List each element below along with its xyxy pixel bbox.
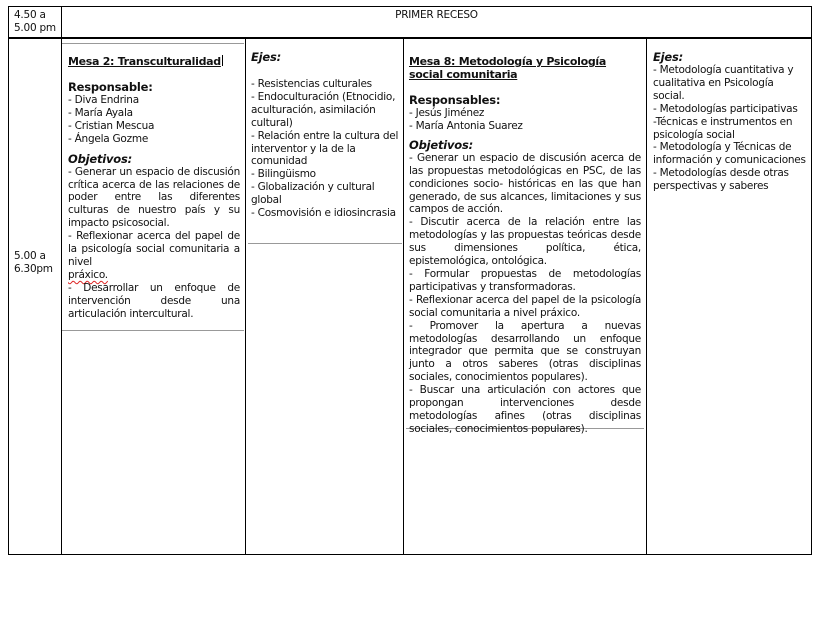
- list-item: - Endoculturación (Etnocidio, aculturación, asimilación cultural): [251, 90, 396, 129]
- list-item: - Resistencias culturales: [251, 78, 372, 90]
- mesa8-objetivos-label: Objetivos:: [409, 137, 474, 152]
- column-divider-1: [245, 38, 246, 555]
- ejes1-label: Ejes:: [251, 50, 282, 64]
- list-item: - Metodologías participativas: [653, 102, 798, 115]
- text-cursor: [222, 55, 223, 66]
- list-item: - Buscar una articulación con actores que propongan intervenciones desde metodologías afines (otras disciplinas sociales, conocimientos populares).: [409, 384, 641, 435]
- time-end: 5.00 pm: [14, 21, 56, 34]
- mesa8-responsables-list: [409, 107, 641, 133]
- time-cell-session: [14, 250, 60, 276]
- time-start: 4.50 a: [14, 9, 46, 21]
- list-item: - Reflexionar acerca del papel de la psicología social comunitaria a nivel práxico.: [409, 293, 641, 319]
- list-item: - Generar un espacio de discusión acerca de las propuestas metodológicas en PSC, de las condiciones socio- históricas en las que han generado, de sus alcances, limitaciones y sus campos de acción.: [409, 151, 641, 216]
- list-item: - Metodologías desde otras perspectivas y saberes: [653, 167, 789, 193]
- mesa2-responsable-label: Responsable:: [68, 80, 153, 94]
- table-border-bottom: [8, 554, 812, 555]
- inner-cell-border: [62, 43, 244, 44]
- table-border-right: [811, 6, 812, 555]
- mesa8-objetivos-list: [409, 152, 641, 436]
- mesa8-responsables-label: Responsables:: [409, 93, 501, 107]
- mesa2-cell: [68, 55, 240, 321]
- list-item: - Metodología cuantitativa y cualitativa en Psicología social.: [653, 64, 794, 102]
- mesa2-objetivos-label: Objetivos:: [68, 151, 133, 166]
- list-item: [68, 269, 240, 282]
- ejes2-label: Ejes:: [653, 50, 684, 64]
- list-item: - Generar un espacio de discusión crítica acerca de las relaciones de poder entre las diferentes culturas de nuestro país y su impacto psicosocial.: [68, 165, 240, 230]
- list-item: - Reflexionar acerca del papel de la psicología social comunitaria a nivel: [68, 230, 240, 268]
- time-column-divider: [61, 6, 62, 555]
- list-item: - Jesús Jiménez: [409, 107, 485, 119]
- list-item: - Discutir acerca de la relación entre las metodologías y las propuestas teóricas desde sus dimensiones política, ética, epistemológica, ontológica.: [409, 216, 641, 268]
- receso-title: PRIMER RECESO: [395, 9, 478, 21]
- list-item: - María Antonia Suarez: [409, 119, 523, 132]
- spellcheck-word: práxico.: [68, 268, 108, 281]
- list-item: - Formular propuestas de metodologías participativas y transformadoras.: [409, 267, 641, 293]
- list-item: - Ángela Gozme: [68, 132, 149, 145]
- row-divider: [8, 37, 812, 39]
- list-item: - Relación entre la cultura del interventor y la de la comunidad: [251, 129, 399, 168]
- time-cell-receso: [14, 9, 60, 35]
- ejes1-cell: [251, 51, 399, 220]
- column-divider-2: [403, 38, 404, 555]
- mesa2-responsables-list: [68, 94, 240, 146]
- ejes2-cell: [653, 51, 808, 193]
- inner-cell-border: [248, 243, 402, 244]
- list-item: - María Ayala: [68, 106, 133, 119]
- list-item: - Cosmovisión e idiosincrasia: [251, 207, 396, 220]
- mesa8-cell: [409, 55, 641, 436]
- list-item: - Cristian Mescua: [68, 119, 155, 132]
- list-item: - Metodología y Técnicas de información y comunicaciones: [653, 141, 806, 167]
- mesa8-title: Mesa 8: Metodología y Psicología social comunitaria: [409, 55, 607, 81]
- list-item: -Técnicas e instrumentos en psicología social: [653, 115, 793, 141]
- list-item: - Promover la apertura a nuevas metodologías desarrollando un enfoque integrador que permita que se construyan junto a otros saberes (otras disciplinas sociales, conocimientos populares).: [409, 319, 641, 384]
- list-item: - Globalización y cultural global: [251, 181, 375, 207]
- list-item: - Diva Endrina: [68, 94, 139, 106]
- list-item: - Bilingüismo: [251, 168, 316, 181]
- table-border-left: [8, 6, 9, 555]
- time-start: 5.00 a: [14, 250, 46, 262]
- ejes2-list: [653, 64, 808, 193]
- time-end: 6.30pm: [14, 262, 53, 275]
- mesa2-title: Mesa 2: Transculturalidad: [68, 55, 221, 68]
- mesa2-objetivos-list: [68, 166, 240, 321]
- inner-cell-border: [62, 330, 244, 331]
- ejes1-list: [251, 78, 399, 220]
- list-item: - Desarrollar un enfoque de intervención desde una articulación intercultural.: [68, 281, 240, 320]
- table-border-top: [8, 6, 812, 7]
- column-divider-3: [646, 38, 647, 555]
